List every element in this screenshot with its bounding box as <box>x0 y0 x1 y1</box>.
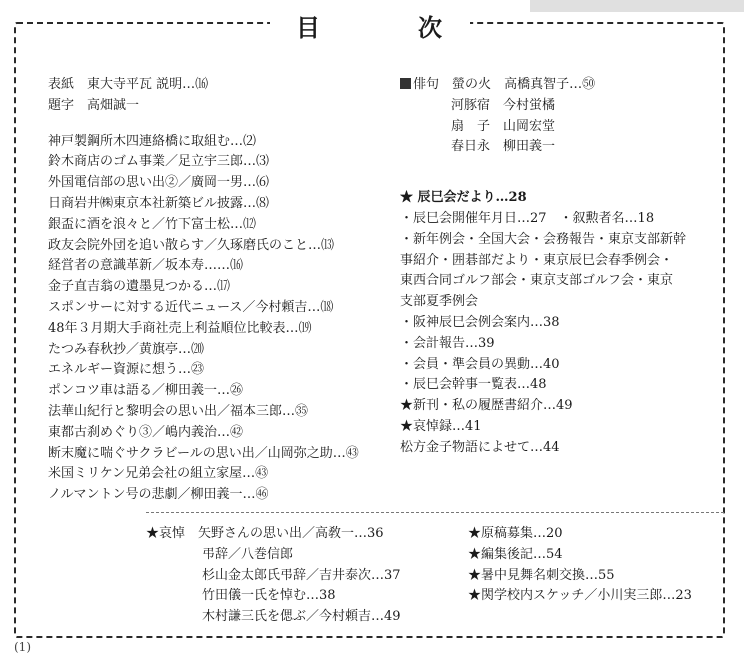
toc-entry[interactable]: ノルマントン号の悲劇／柳田義一…㊻ <box>48 487 269 503</box>
extra-entry[interactable]: 松方金子物語によせて…44 <box>400 439 560 455</box>
toc-entry[interactable]: 銀盃に酒を浪々と／竹下富士松…⑿ <box>48 216 257 232</box>
page-title <box>270 8 470 42</box>
calligraphy-line <box>48 96 359 117</box>
haiku-line <box>400 137 686 158</box>
news-line[interactable]: ・阪神辰巳会例会案内…38 <box>400 314 560 330</box>
toc-entry[interactable]: エネルギー資源に想う…㉓ <box>48 362 205 378</box>
cover-text: 東大寺平瓦 説明…⒃ <box>87 77 209 92</box>
memorial-label: ★哀悼 <box>146 526 186 541</box>
toc-entry[interactable]: 東都古刹めぐり③／嶋内義治…㊷ <box>48 424 244 440</box>
left-column <box>48 75 359 506</box>
toc-entry[interactable]: 48年３月期大手商社売上利益順位比較表…⒆ <box>48 320 312 336</box>
calligraphy-label: 題字 <box>48 97 75 113</box>
news-line: 事紹介・囲碁部だより・東京辰巳会春季例会・ <box>400 252 674 268</box>
haiku-title: 河豚宿 <box>451 97 491 113</box>
extra-entry[interactable]: ★新刊・私の履歴書紹介…49 <box>400 398 573 414</box>
toc-entry[interactable]: 金子直吉翁の遺墨見つかる…⒄ <box>48 279 231 295</box>
corner-shade <box>530 0 744 12</box>
misc-entry[interactable]: ★関学校内スケッチ／小川実三郎…23 <box>468 588 692 604</box>
toc-entry[interactable]: たつみ春秋抄／黄旗亭…⒇ <box>48 341 205 357</box>
toc-entry[interactable]: 政友会院外団を追い散らす／久琢磨氏のこと…⒀ <box>48 237 335 253</box>
misc-section <box>468 524 692 607</box>
toc-entry[interactable]: 日商岩井㈱東京本社新築ビル披露…⑻ <box>48 195 270 211</box>
toc-entry[interactable]: 外国電信部の思い出②／廣岡一男…⑹ <box>48 175 270 191</box>
haiku-label: 俳句 <box>413 77 440 92</box>
haiku-title: 春日永 <box>451 139 491 155</box>
haiku-title: 螢の火 <box>452 77 492 92</box>
section-title[interactable]: ★ 辰巳会だより…28 <box>400 190 527 206</box>
haiku-title: 扇 子 <box>451 118 491 134</box>
misc-entry[interactable]: ★原稿募集…20 <box>468 526 563 541</box>
haiku-author: 柳田義一 <box>503 139 556 155</box>
news-line[interactable]: ・辰巳会開催年月日…27 ・叙勲者名…18 <box>400 210 655 226</box>
toc-entry[interactable]: スポンサーに対する近代ニュース／今村頼吉…⒅ <box>48 299 334 315</box>
haiku-line <box>400 75 686 96</box>
memorial-line <box>146 524 401 545</box>
extra-entry[interactable]: ★哀悼録…41 <box>400 418 482 434</box>
haiku-author[interactable]: 高橋真智子…㊿ <box>504 77 596 92</box>
right-column <box>400 75 686 459</box>
misc-entry[interactable]: ★暑中見舞名刺交換…55 <box>468 567 615 583</box>
haiku-line <box>400 117 686 138</box>
square-bullet-icon <box>400 78 411 89</box>
toc-entry[interactable]: 神戸製鋼所木四連絡橋に取組む…⑵ <box>48 133 257 149</box>
news-line: 支部夏季例会 <box>400 294 479 310</box>
news-line[interactable]: ・辰巳会幹事一覧表…48 <box>400 377 547 393</box>
memorial-section <box>146 524 401 628</box>
news-line[interactable]: ・会計報告…39 <box>400 335 495 351</box>
haiku-author: 今村蛍橘 <box>503 97 556 113</box>
toc-entry[interactable]: 断末魔に喘ぐサクラビールの思い出／山岡弥之助…㊸ <box>48 445 359 461</box>
haiku-author: 山岡宏堂 <box>503 118 556 134</box>
memorial-entry[interactable]: 竹田儀一氏を悼む…38 <box>202 588 336 604</box>
misc-entry[interactable]: ★編集後記…54 <box>468 546 563 562</box>
news-line: 東西合同ゴルフ部会・東京支部ゴルフ会・東京 <box>400 273 674 289</box>
toc-entry[interactable]: 米国ミリケン兄弟会社の組立家屋…㊸ <box>48 466 269 482</box>
toc-entry[interactable]: 法華山紀行と黎明会の思い出／福本三郎…㉟ <box>48 403 309 419</box>
title-char-right: 次 <box>418 12 444 42</box>
cover-line <box>48 75 359 96</box>
title-char-left: 目 <box>296 12 322 42</box>
calligraphy-text: 高畑誠一 <box>87 97 140 113</box>
divider <box>146 512 724 513</box>
page-number: (1) <box>14 640 31 654</box>
memorial-entry[interactable]: 弔辞／八巻信郎 <box>202 546 294 562</box>
news-line[interactable]: ・会員・準会員の異動…40 <box>400 356 560 372</box>
memorial-entry[interactable]: 木村謙三氏を偲ぶ／今村頼吉…49 <box>202 609 401 625</box>
haiku-line <box>400 96 686 117</box>
memorial-entry[interactable]: 杉山金太郎氏弔辞／吉井泰次…37 <box>202 567 401 583</box>
toc-entry[interactable]: 経営者の意識革新／坂本寿……⒃ <box>48 258 244 274</box>
news-line[interactable]: ・新年例会・全国大会・会務報告・東京支部新幹 <box>400 231 687 247</box>
toc-entry[interactable]: ポンコツ車は語る／柳田義一…㉖ <box>48 383 244 399</box>
memorial-entry[interactable]: 矢野さんの思い出／高敎一…36 <box>198 526 384 541</box>
cover-label: 表紙 <box>48 77 75 92</box>
toc-entry[interactable]: 鈴木商店のゴム事業／足立宇三郎…⑶ <box>48 154 270 170</box>
